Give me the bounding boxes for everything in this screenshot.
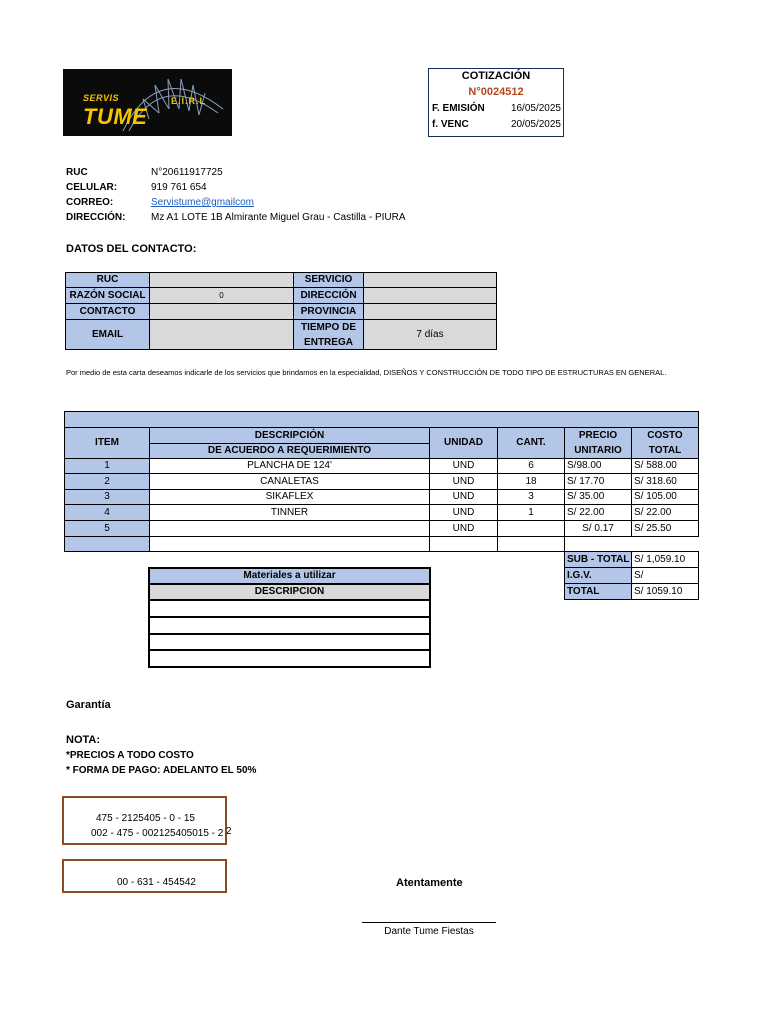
nota-line-1: *PRECIOS A TODO COSTO <box>66 750 194 761</box>
bank-account-1-cci: 002 - 475 - 002125405015 - 2 <box>91 828 224 839</box>
row-item: 3 <box>64 489 150 505</box>
signature-line <box>362 922 496 923</box>
th-qty: CANT. <box>497 427 565 459</box>
row-price: S/ 35.00 <box>564 489 632 505</box>
row-item: 1 <box>64 458 150 474</box>
th-item: ITEM <box>64 427 150 459</box>
row-item: 4 <box>64 504 150 521</box>
logo-text-servis: SERVIS <box>83 93 120 103</box>
row-price: S/98.00 <box>564 458 632 474</box>
th-cost <box>631 427 699 459</box>
quote-number: N°0024512 <box>468 86 524 98</box>
bank-account-2: 00 - 631 - 454542 <box>117 877 196 888</box>
row-total: S/ 318.60 <box>631 473 699 490</box>
row-unit: UND <box>429 504 498 521</box>
th-desc-1: DESCRIPCIÓN <box>149 427 430 444</box>
row-desc <box>149 520 430 537</box>
th-price <box>564 427 632 459</box>
contact-tiempo-value[interactable]: 7 días <box>363 319 497 350</box>
bank-account-box-1-bottom <box>62 843 227 845</box>
signer-name: Dante Tume Fiestas <box>384 926 474 937</box>
emission-label: F. EMISIÓN <box>432 103 485 114</box>
phone-label: CELULAR: <box>66 182 118 193</box>
th-unit: UNIDAD <box>429 427 498 459</box>
closing-text: Atentamente <box>396 877 463 889</box>
row-qty: 1 <box>497 504 565 521</box>
row-total: S/ 25.50 <box>631 520 699 537</box>
contact-razon-label: RAZÓN SOCIAL <box>65 287 150 304</box>
th-cost-line2: TOTAL <box>648 445 682 456</box>
igv-value: S/ <box>631 567 699 584</box>
th-desc-2: DE ACUERDO A REQUERIMIENTO <box>149 443 430 459</box>
contact-servicio-label: SERVICIO <box>293 272 364 288</box>
row-total: S/ 22.00 <box>631 504 699 521</box>
contact-direccion-label: DIRECCIÓN <box>293 287 364 304</box>
row-qty: 18 <box>497 473 565 490</box>
contact-contacto-label: CONTACTO <box>65 303 150 320</box>
row-price: S/ 17.70 <box>564 473 632 490</box>
address-value: Mz A1 LOTE 1B Almirante Miguel Grau - Castilla - PIURA <box>151 212 406 223</box>
contact-contacto-value[interactable] <box>149 303 294 320</box>
row-desc: TINNER <box>149 504 430 521</box>
quote-box <box>428 68 564 137</box>
nota-title: NOTA: <box>66 734 101 746</box>
due-label: f. VENC <box>432 119 469 130</box>
ruc-value: N°20611917725 <box>151 167 223 178</box>
contact-tiempo-label <box>293 319 364 350</box>
garantia-heading: Garantía <box>66 699 111 711</box>
row-unit: UND <box>429 458 498 474</box>
address-label: DIRECCIÓN: <box>66 212 126 223</box>
th-price-line1: PRECIO <box>578 430 618 441</box>
subtotal-label: SUB - TOTAL <box>564 551 632 568</box>
materials-title: Materiales a utilizar <box>148 567 431 585</box>
row-item: 2 <box>64 473 150 490</box>
total-value: S/ 1059.10 <box>631 583 699 600</box>
contact-provincia-value[interactable] <box>363 303 497 320</box>
row-desc <box>149 536 430 552</box>
row-item: 5 <box>64 520 150 537</box>
row-unit <box>429 536 498 552</box>
row-total: S/ 588.00 <box>631 458 699 474</box>
row-desc: CANALETAS <box>149 473 430 490</box>
contact-heading: DATOS DEL CONTACTO: <box>66 243 197 255</box>
th-price-line2: UNITARIO <box>574 445 622 456</box>
row-qty <box>497 520 565 537</box>
items-table-banner <box>64 411 699 428</box>
ruc-label: RUC <box>66 167 88 178</box>
logo-text-eirl: E.I.R.L <box>171 96 207 106</box>
quote-title: COTIZACIÓN <box>461 70 531 82</box>
igv-label: I.G.V. <box>564 567 632 584</box>
contact-ruc-label: RUC <box>65 272 150 288</box>
row-desc: SIKAFLEX <box>149 489 430 505</box>
row-qty <box>497 536 565 552</box>
contact-servicio-value[interactable] <box>363 272 497 288</box>
email-link[interactable]: Servistume@gmailcom <box>151 197 254 208</box>
bank-account-1: 475 - 2125405 - 0 - 15 <box>96 813 195 824</box>
materials-row[interactable] <box>148 649 431 668</box>
company-logo <box>63 69 232 136</box>
row-item <box>64 536 150 552</box>
nota-line-2: * FORMA DE PAGO: ADELANTO EL 50% <box>66 765 257 776</box>
emission-date: 16/05/2025 <box>510 103 561 114</box>
row-price: S/ 0.17 <box>564 520 632 537</box>
subtotal-value: S/ 1,059.10 <box>631 551 699 568</box>
bank-account-1-cci-suffix: 2 <box>226 826 232 837</box>
email-label: CORREO: <box>66 197 114 208</box>
materials-header: DESCRIPCION <box>148 583 431 601</box>
due-date: 20/05/2025 <box>510 119 561 130</box>
row-total: S/ 105.00 <box>631 489 699 505</box>
row-unit: UND <box>429 520 498 537</box>
row-unit: UND <box>429 489 498 505</box>
row-price: S/ 22.00 <box>564 504 632 521</box>
contact-email-value[interactable] <box>149 319 294 350</box>
contact-ruc-value[interactable] <box>149 272 294 288</box>
row-unit: UND <box>429 473 498 490</box>
tiempo-label-line1: TIEMPO DE <box>300 321 356 333</box>
contact-provincia-label: PROVINCIA <box>293 303 364 320</box>
tiempo-label-line2: ENTREGA <box>304 336 353 348</box>
phone-value: 919 761 654 <box>151 182 207 193</box>
row-qty: 6 <box>497 458 565 474</box>
contact-email-label: EMAIL <box>65 319 150 350</box>
contact-direccion-value[interactable] <box>363 287 497 304</box>
total-label: TOTAL <box>564 583 632 600</box>
intro-paragraph: Por medio de esta carta deseamos indicarle de los servicios que brindamos en la especialidad, DISEÑOS Y CONSTRUCCIÓN DE TODO TIPO DE ESTRUCTURAS EN GENERAL. <box>66 368 667 377</box>
logo-text-tume: TUME <box>83 104 148 129</box>
row-qty: 3 <box>497 489 565 505</box>
contact-razon-value[interactable]: 0 <box>149 287 294 304</box>
th-cost-line1: COSTO <box>647 430 683 441</box>
row-desc: PLANCHA DE 124' <box>149 458 430 474</box>
